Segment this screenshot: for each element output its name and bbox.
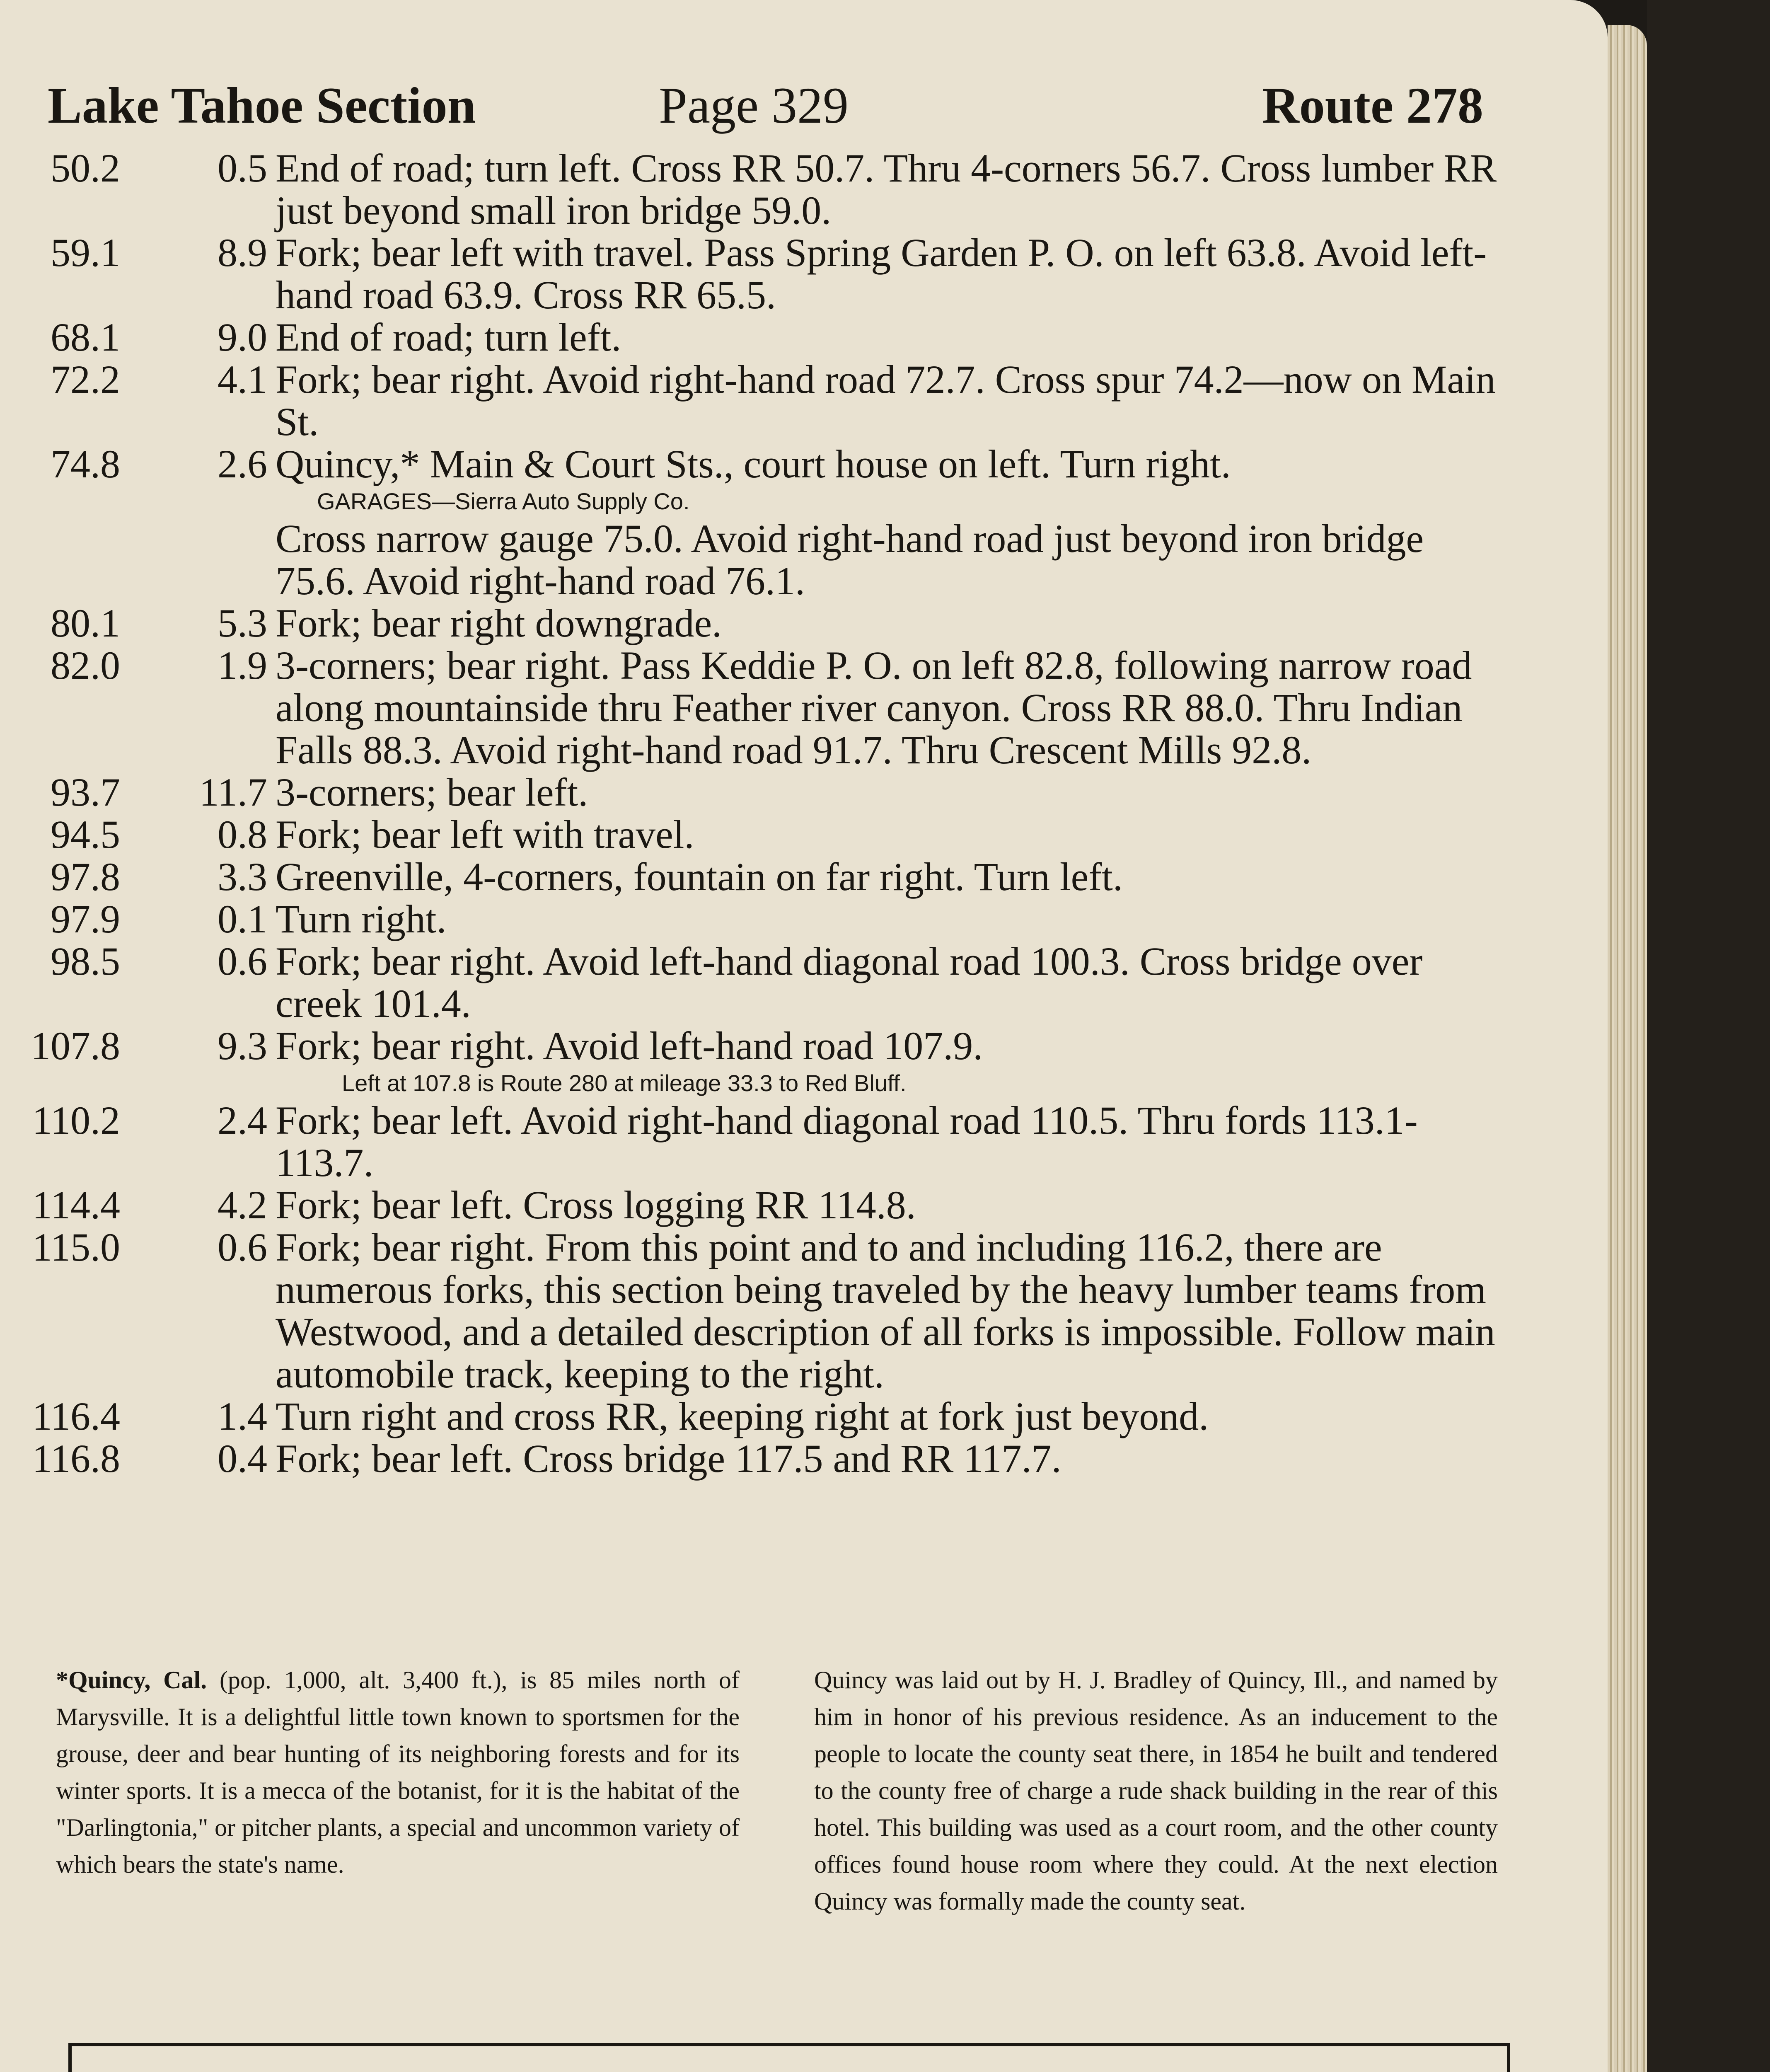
segment-distance: 5.3 [218,601,267,645]
cumulative-mileage: 68.1 [51,315,120,359]
cumulative-mileage: 59.1 [51,230,120,275]
direction-text: Fork; bear left with travel. [276,812,694,857]
route-entry [25,1184,1508,1226]
segment-distance: 9.3 [218,1024,267,1068]
direction-text: Fork; bear right. Avoid right-hand road 72.7. Cross spur 74.2—now on Main St. [276,357,1496,444]
route-entry [25,232,1508,316]
route-note: GARAGES—Sierra Auto Supply Co. [317,488,690,514]
segment-distance: 4.1 [218,357,267,402]
cumulative-mileage: 80.1 [51,601,120,645]
cumulative-mileage: 107.8 [31,1024,120,1068]
direction-text: Fork; bear right downgrade. [276,601,722,645]
direction-text: Fork; bear left. Avoid right-hand diagonal road 110.5. Thru fords 113.1-113.7. [276,1098,1418,1185]
direction-text: Fork; bear right. From this point and to and including 116.2, there are numerous forks, this section being traveled by the heavy lumber teams from Westwood, and a detailed description of all forks is impossible. Follow main automobile track, keeping to the right. [276,1225,1495,1396]
cumulative-mileage: 72.2 [51,357,120,402]
direction-text: Fork; bear left. Cross logging RR 114.8. [276,1183,916,1227]
route-note: Left at 107.8 is Route 280 at mileage 33.3 to Red Bluff. [342,1070,907,1096]
cumulative-mileage: 82.0 [51,643,120,687]
route-entry [25,1438,1508,1480]
segment-distance: 1.9 [218,643,267,687]
route-entry [25,1025,1508,1099]
segment-distance: 2.4 [218,1098,267,1143]
route-entry [25,813,1508,856]
quincy-footnote [56,1662,1506,2035]
route-entry [25,940,1508,1025]
segment-distance: 0.8 [218,812,267,857]
segment-distance: 1.4 [218,1394,267,1438]
segment-distance: 0.5 [218,146,267,190]
direction-continuation: Cross narrow gauge 75.0. Avoid right-hand road just beyond iron bridge 75.6. Avoid right-hand road 76.1. [276,516,1424,603]
segment-distance: 0.4 [218,1436,267,1481]
route-entry [25,147,1508,232]
cumulative-mileage: 116.4 [32,1394,120,1438]
route-entry [25,358,1508,443]
segment-distance: 0.6 [218,939,267,983]
direction-text: End of road; turn left. Cross RR 50.7. Thru 4-corners 56.7. Cross lumber RR just beyond small iron bridge 59.0. [276,146,1497,232]
direction-text: 3-corners; bear right. Pass Keddie P. O. on left 82.8, following narrow road along mountainside thru Feather river canyon. Cross RR 88.0. Thru Indian Falls 88.3. Avoid right-hand road 91.7. Thru Crescent Mills 92.8. [276,643,1472,772]
cumulative-mileage: 98.5 [51,939,120,983]
segment-distance: 4.2 [218,1183,267,1227]
route-entry [25,316,1508,358]
cumulative-mileage: 50.2 [51,146,120,190]
footnote-left [56,1662,740,1883]
direction-text: Greenville, 4-corners, fountain on far right. Turn left. [276,854,1123,899]
cumulative-mileage: 93.7 [51,770,120,814]
direction-text: Turn right and cross RR, keeping right at fork just beyond. [276,1394,1209,1438]
route-entry [25,1226,1508,1395]
segment-distance: 0.1 [218,897,267,941]
route-entry [25,443,1508,602]
cumulative-mileage: 97.8 [51,854,120,899]
cumulative-mileage: 115.0 [32,1225,120,1269]
route-entry [25,856,1508,898]
page-header [48,70,1483,141]
direction-text: 3-corners; bear left. [276,770,588,814]
hotel-st-francis-ad [68,2043,1510,2072]
direction-text: Fork; bear left. Cross bridge 117.5 and RR 117.7. [276,1436,1062,1481]
cumulative-mileage: 74.8 [51,442,120,486]
footnote-left-text: (pop. 1,000, alt. 3,400 ft.), is 85 miles north of Marysville. It is a delightful little town known to sportsmen for the grouse, deer and bear hunting of its neighboring forests and for its winter sports. It is a mecca of the botanist, for it is the habitat of the "Darlingtonia," or pitcher plants, a special and uncommon variety of which bears the state's name. [56,1666,740,1878]
segment-distance: 0.6 [218,1225,267,1269]
direction-text: Fork; bear left with travel. Pass Spring Garden P. O. on left 63.8. Avoid left-hand road 63.9. Cross RR 65.5. [276,230,1487,317]
direction-text: Fork; bear right. Avoid left-hand road 107.9. [276,1024,983,1068]
route-number: Route 278 [1262,77,1483,134]
cumulative-mileage: 94.5 [51,812,120,857]
direction-text: Fork; bear right. Avoid left-hand diagonal road 100.3. Cross bridge over creek 101.4. [276,939,1423,1026]
book-cover [1647,0,1770,2072]
route-entry [25,1099,1508,1184]
direction-text: Turn right. [276,897,447,941]
page-edges [1608,25,1647,2072]
route-entry [25,771,1508,813]
route-log [25,147,1508,1480]
footnote-label: *Quincy, Cal. [56,1666,207,1694]
route-entry [25,1395,1508,1438]
route-entry [25,602,1508,644]
footnote-right: Quincy was laid out by H. J. Bradley of Quincy, Ill., and named by him in honor of his previous residence. As an inducement to the people to locate the county seat there, in 1854 he built and tendered to the county free of charge a rude shack building in the rear of this hotel. This building was used as a court room, and the other county offices found house room where they could. At the next election Quincy was formally made the county seat. [814,1666,1498,1915]
segment-distance: 2.6 [218,442,267,486]
segment-distance: 9.0 [218,315,267,359]
cumulative-mileage: 110.2 [32,1098,120,1143]
page-number: Page 329 [659,77,849,134]
cumulative-mileage: 116.8 [32,1436,120,1481]
segment-distance: 11.7 [199,770,267,814]
direction-text: End of road; turn left. [276,315,621,359]
route-entry [25,644,1508,771]
cumulative-mileage: 97.9 [51,897,120,941]
section-title: Lake Tahoe Section [48,77,476,134]
cumulative-mileage: 114.4 [32,1183,120,1227]
route-entry [25,898,1508,940]
segment-distance: 8.9 [218,230,267,275]
direction-text: Quincy,* Main & Court Sts., court house on left. Turn right. [276,442,1231,486]
segment-distance: 3.3 [218,854,267,899]
